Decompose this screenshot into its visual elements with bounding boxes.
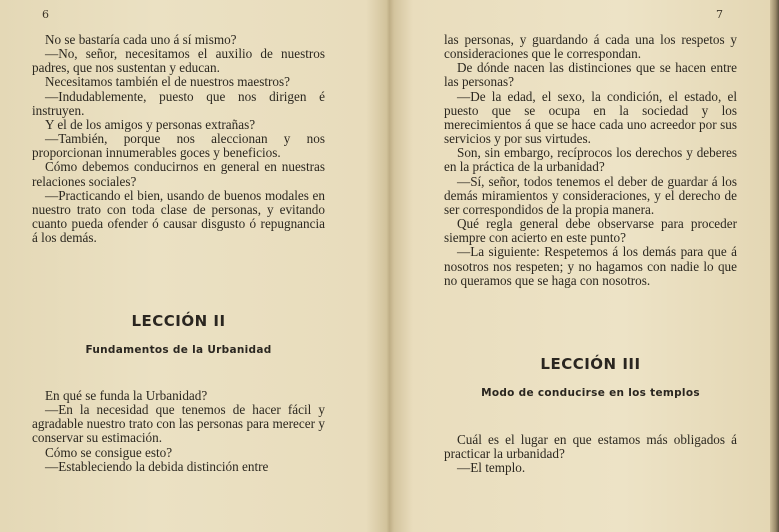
paragraph: De dónde nacen las distinciones que se hacen entre las personas? bbox=[444, 60, 737, 90]
right-text-block-1 bbox=[444, 33, 737, 288]
paragraph: No se bastaría cada uno á sí mismo? bbox=[45, 32, 237, 47]
paragraph: —También, porque nos aleccionan y nos proporcionan innumerables goces y beneficios. bbox=[32, 131, 325, 161]
paragraph: —De la edad, el sexo, la condición, el estado, el puesto que se ocupa en la sociedad y los merecimientos á que se hace cada uno acreedor por sus servicios y por sus virtudes. bbox=[444, 88, 737, 147]
paragraph: —Practicando el bien, usando de buenos modales en nuestro trato con toda clase de personas, y evitando cuanto pueda ofender ó causar disgusto ó repugnancia á los demás. bbox=[32, 187, 325, 246]
paragraph: —En la necesidad que tenemos de hacer fácil y agradable nuestro trato con las personas para merecer y conservar su estimación. bbox=[32, 402, 325, 446]
right-text-block-2 bbox=[444, 433, 737, 475]
left-text-block-2 bbox=[32, 389, 325, 474]
paragraph: Qué regla general debe observarse para proceder siempre con acierto en este punto? bbox=[444, 216, 737, 246]
left-page bbox=[0, 0, 384, 532]
page-number-right: 7 bbox=[716, 8, 723, 21]
paragraph: Y el de los amigos y personas extrañas? bbox=[45, 116, 256, 132]
paragraph: —No, señor, necesitamos el auxilio de nuestros padres, que nos sustentan y educan. bbox=[32, 46, 325, 76]
paragraph: Necesitamos también el de nuestros maestros? bbox=[45, 74, 290, 90]
lesson-title: LECCIÓN II bbox=[131, 312, 226, 330]
page-number-left: 6 bbox=[42, 8, 49, 21]
page-edge bbox=[770, 0, 779, 532]
paragraph: Cómo debemos conducirnos en general en nuestras relaciones sociales? bbox=[32, 159, 325, 189]
paragraph: En qué se funda la Urbanidad? bbox=[45, 388, 208, 403]
paragraph: las personas, y guardando á cada una los respetos y consideraciones que le correspondan. bbox=[444, 32, 737, 62]
right-page bbox=[388, 0, 770, 532]
paragraph: Cuál es el lugar en que estamos más obligados á practicar la urbanidad? bbox=[444, 432, 737, 462]
paragraph: Son, sin embargo, recíprocos los derechos y deberes en la práctica de la urbanidad? bbox=[444, 145, 737, 175]
lesson-subtitle: Fundamentos de la Urbanidad bbox=[85, 344, 272, 356]
lesson-subtitle: Modo de conducirse en los templos bbox=[481, 387, 700, 399]
paragraph: —Estableciendo la debida distinción entre bbox=[45, 458, 269, 474]
left-text-block-1 bbox=[32, 33, 325, 245]
paragraph: —El templo. bbox=[457, 460, 526, 476]
lesson-title: LECCIÓN III bbox=[540, 355, 641, 373]
paragraph: —Indudablemente, puesto que nos dirigen é instruyen. bbox=[32, 88, 325, 118]
paragraph: —Sí, señor, todos tenemos el deber de guardar á los demás miramientos y consideraciones, y el derecho de ser correspondidos de la propia manera. bbox=[444, 173, 737, 217]
paragraph: Cómo se consigue esto? bbox=[45, 444, 173, 460]
paragraph: —La siguiente: Respetemos á los demás para que á nosotros nos respeten; y no hagamos con nadie lo que no queramos que se haga con nosotros. bbox=[444, 244, 737, 288]
